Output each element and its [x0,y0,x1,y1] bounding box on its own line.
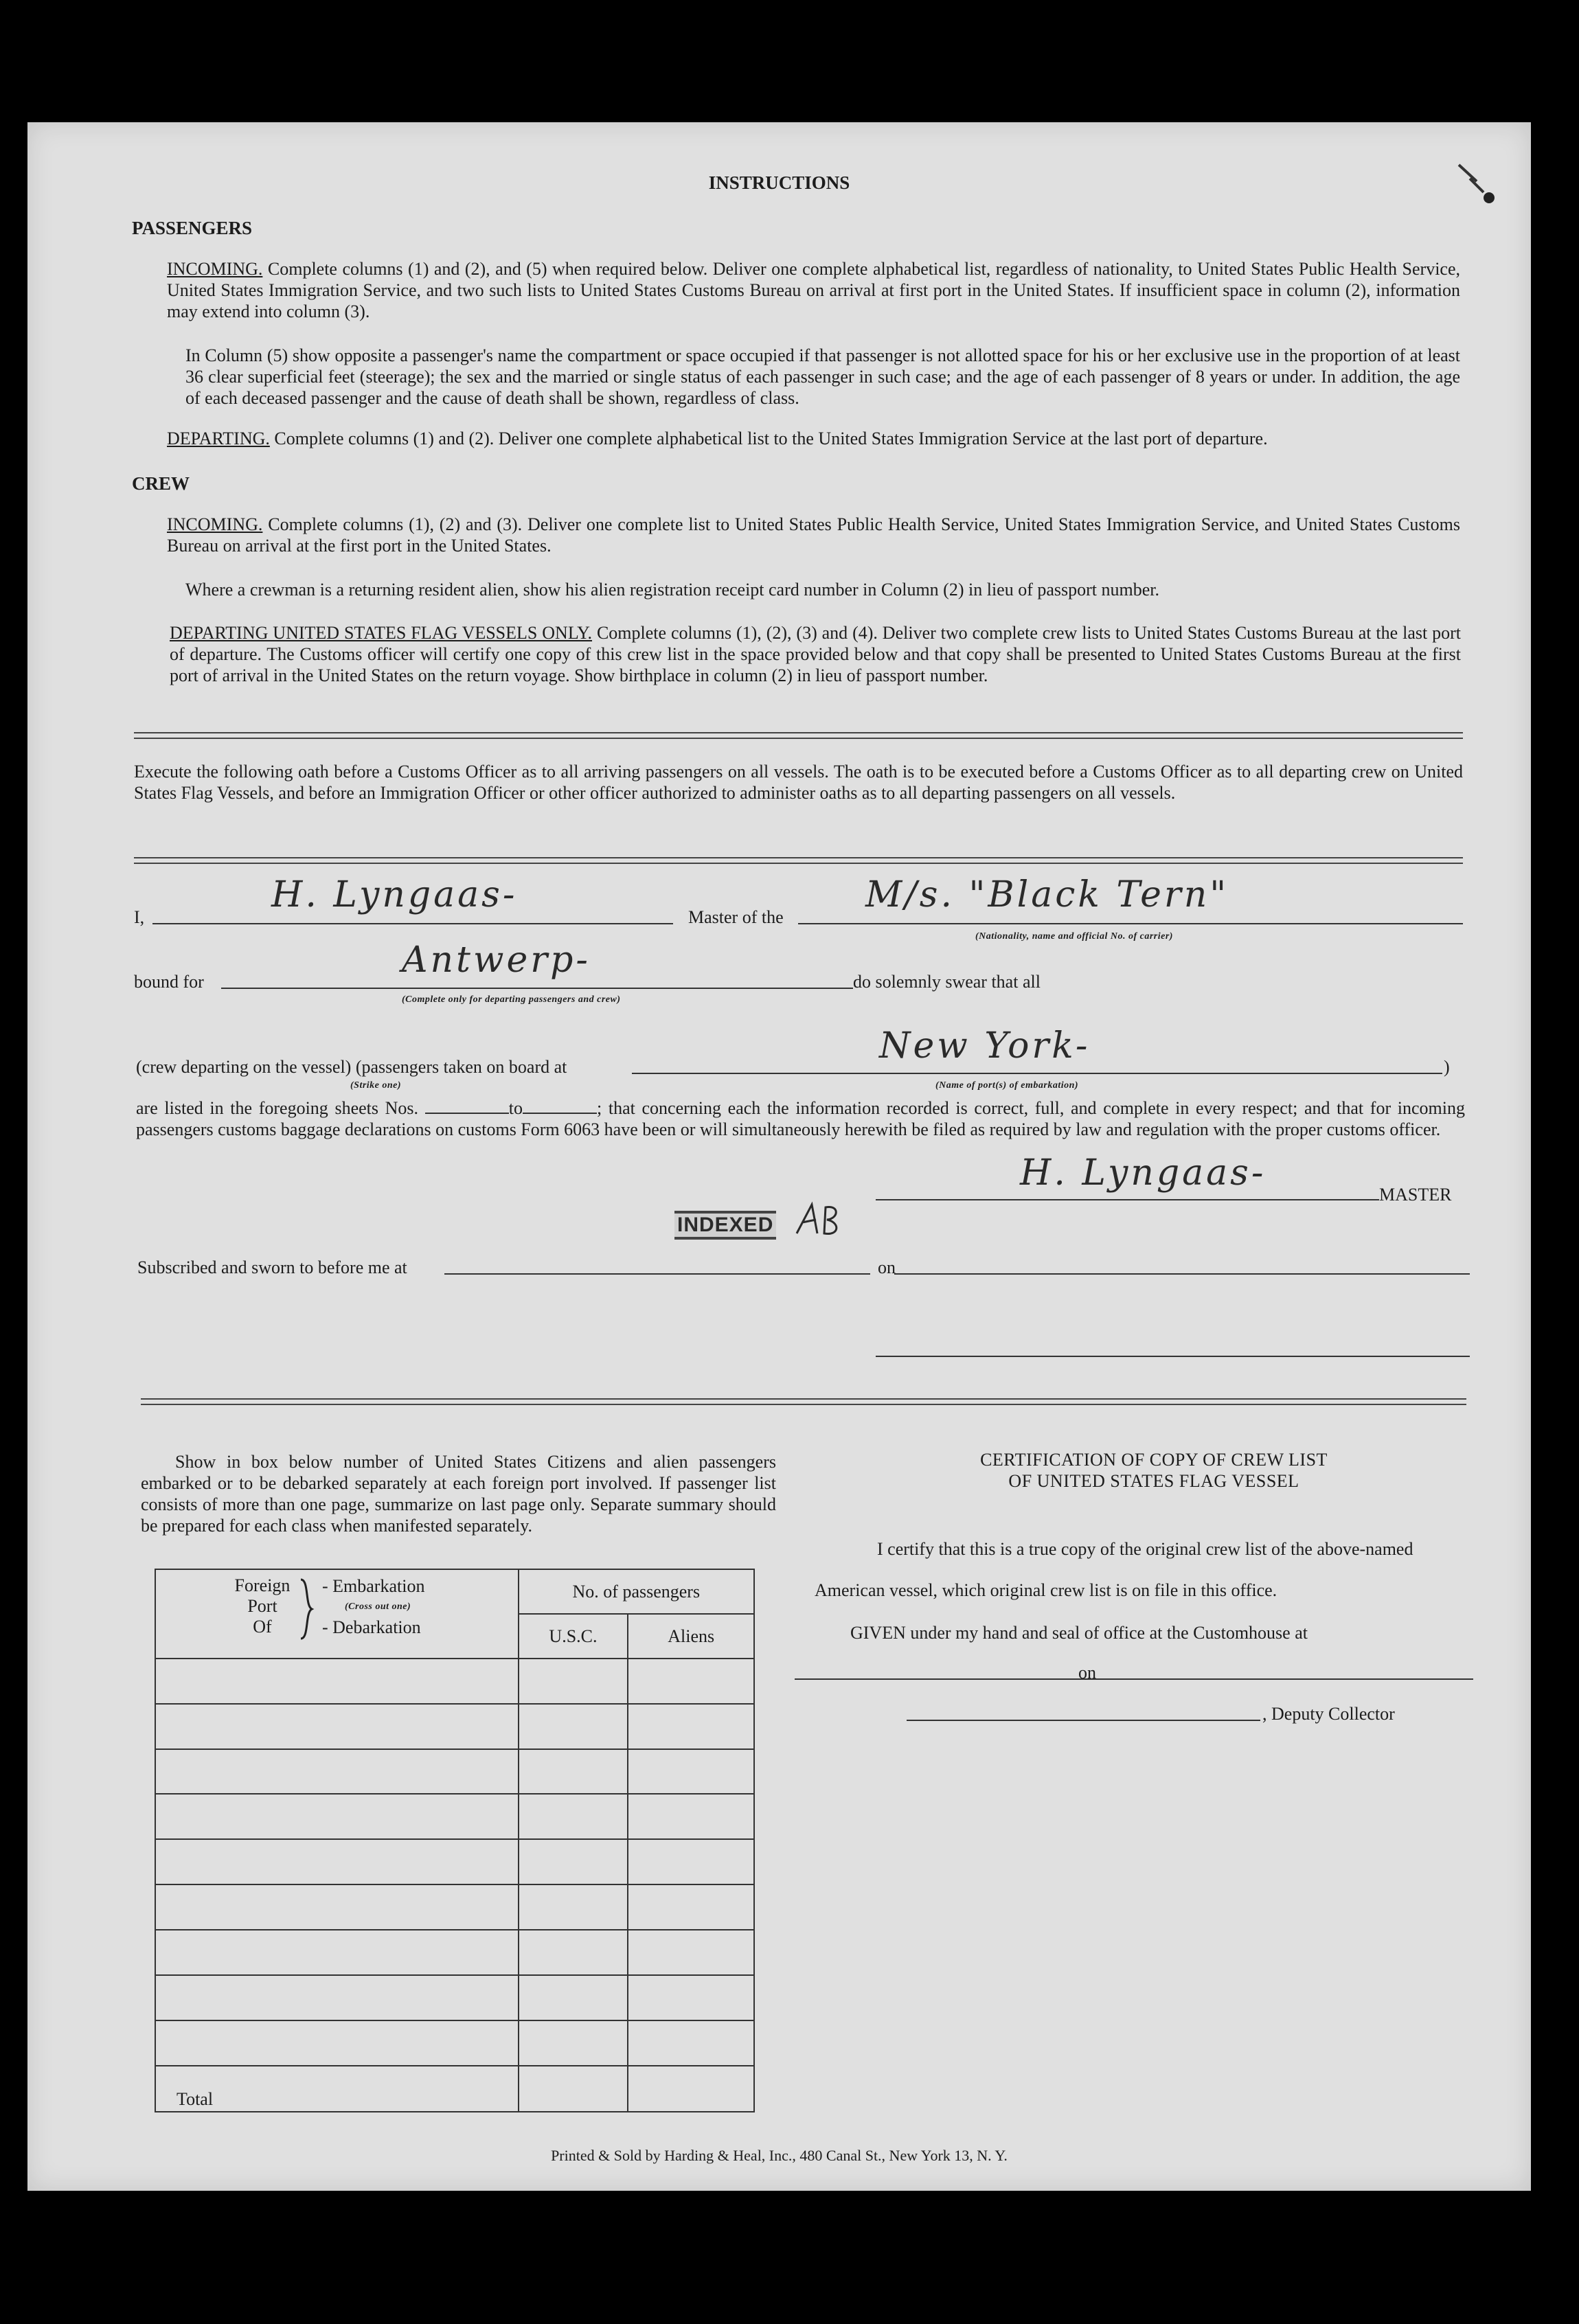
page-title: INSTRUCTIONS [708,172,850,193]
vessel-handwriting: M/s. "Black Tern" [865,874,1229,915]
aliens-cell[interactable] [628,1884,754,1930]
of-label: Of [253,1617,272,1637]
certification-line-1: I certify that this is a true copy of the original crew list of the above-named [877,1539,1413,1559]
port-cell[interactable] [155,1839,519,1884]
aliens-total-cell[interactable] [628,2066,754,2112]
master-of-label: Master of the [688,907,784,927]
listed-text-2: ; that concerning each the information recorded is correct, full, and complete in every respect; and that for incoming passengers customs baggage declarations on customs Form 6063 have been or will simultaneously herewith be filed as required by law and regulation with the proper customs officer. [136,1098,1465,1139]
subscribed-label: Subscribed and sworn to before me at [137,1257,407,1277]
aliens-cell[interactable] [628,1794,754,1839]
passengers-departing-label: DEPARTING. [167,429,270,448]
subscribed-date-line[interactable] [894,1273,1470,1275]
crew-incoming-text: Complete columns (1), (2) and (3). Deliver one complete list to United States Public Health Service, United States Immigration Service, and United States Customs Bureau on arrival at the first port in the United States. [167,514,1461,556]
crew-incoming-paragraph [167,514,1460,556]
subscribed-on-label: on [878,1257,896,1277]
certification-on-label: on [1078,1663,1096,1683]
port-cell[interactable] [155,1659,519,1704]
passengers-departing-paragraph [167,428,1465,449]
passengers-incoming-paragraph [167,258,1460,322]
certification-title-2: OF UNITED STATES FLAG VESSEL [1008,1471,1299,1491]
summary-instructions: Show in box below number of United States Citizens and alien passengers embarked or to be debarked separately at each foreign port involved. If passenger list consists of more than one page, summarize on last page only. Separate summary should be prepared for each class when manifested separately. [141,1452,776,1536]
usc-cell[interactable] [519,1839,628,1884]
passengers-heading: PASSENGERS [132,218,253,238]
passengers-departing-text: Complete columns (1) and (2). Deliver one complete alphabetical list to the United States Immigration Service at the last port of departure. [274,429,1268,448]
master-signature: H. Lyngaas- [1020,1152,1266,1194]
aliens-cell[interactable] [628,1930,754,1975]
usc-cell[interactable] [519,1794,628,1839]
stamp-initials-mark [791,1199,846,1240]
port-label: Port [247,1596,277,1616]
crew-departing-text: Complete columns (1), (2), (3) and (4). Deliver two complete crew lists to United States Customs Bureau at the last port of departure. The Customs officer will certify one copy of this crew list in the space provided below and that copy shall be presented to United States Customs Bureau at the first port of arrival in the United States on the return voyage. Show birthplace in column (2) in lieu of passport number. [170,623,1461,685]
usc-cell[interactable] [519,1659,628,1704]
foreign-label: Foreign [234,1575,291,1595]
close-paren: ) [1444,1057,1450,1077]
bound-for-line[interactable] [221,988,853,989]
aliens-cell[interactable] [628,1659,754,1704]
certification-line-2: American vessel, which original crew list is on file in this office. [815,1580,1277,1600]
master-label: MASTER [1379,1185,1452,1205]
certification-date-line[interactable] [1095,1678,1473,1680]
port-cell[interactable] [155,1794,519,1839]
printer-footer: Printed & Sold by Harding & Heal, Inc., 480 Canal St., New York 13, N. Y. [551,2147,1008,2164]
passengers-incoming-label: INCOMING. [167,259,263,279]
document-page [27,122,1531,2191]
certification-line-3: GIVEN under my hand and seal of office at the Customhouse at [850,1623,1308,1643]
crew-departing-paragraph [170,622,1461,686]
divider [134,857,1463,864]
crew-heading: CREW [132,473,190,494]
passengers-column5-paragraph: In Column (5) show opposite a passenger's name the compartment or space occupied if that passenger is not allotted space for his or her exclusive use in the proportion of at least 36 clear superficial feet (steerage); the sex and the married or single status of each passenger in such case; and the age of each passenger of 8 years or under. In addition, the age of each deceased passenger and the cause of death shall be shown, regardless of class. [185,345,1460,408]
usc-header: U.S.C. [519,1614,628,1659]
usc-cell[interactable] [519,1704,628,1749]
divider [134,732,1463,739]
sheet-from-blank[interactable] [425,1099,509,1114]
total-label: Total [155,2066,519,2112]
aliens-cell[interactable] [628,1749,754,1795]
brace-icon [297,1578,317,1640]
oath-intro: Execute the following oath before a Customs Officer as to all arriving passengers on all vessels. The oath is to be executed before a Customs Officer as to all departing crew on United States Flag Vessels, and before an Immigration Officer or other officer authorized to administer oaths as to all departing passengers on all vessels. [134,762,1463,803]
usc-cell[interactable] [519,1884,628,1930]
sheet-to-blank[interactable] [523,1099,597,1114]
bound-caption: (Complete only for departing passengers and crew) [402,994,621,1005]
listed-to-label: to [508,1098,523,1118]
aliens-header: Aliens [628,1614,754,1659]
port-handwriting: New York- [879,1025,1091,1067]
crew-incoming-label: INCOMING. [167,514,263,534]
port-cell[interactable] [155,1704,519,1749]
subscribed-place-line[interactable] [444,1273,870,1275]
crew-departing-label: DEPARTING UNITED STATES FLAG VESSELS ONLY. [170,623,593,643]
aliens-cell[interactable] [628,1839,754,1884]
strike-caption: (Strike one) [350,1080,402,1091]
oath-i-label: I, [134,907,145,927]
aliens-cell[interactable] [628,2020,754,2066]
listed-text-1: are listed in the foregoing sheets Nos. [136,1098,419,1118]
listed-paragraph [136,1097,1465,1140]
usc-cell[interactable] [519,1975,628,2020]
aliens-cell[interactable] [628,1704,754,1749]
deputy-collector-label: , Deputy Collector [1262,1704,1395,1724]
port-cell[interactable] [155,1975,519,2020]
indexed-stamp: INDEXED [674,1211,776,1240]
port-cell[interactable] [155,2020,519,2066]
vessel-caption: (Nationality, name and official No. of carrier) [975,931,1173,942]
aliens-cell[interactable] [628,1975,754,2020]
certification-title-1: CERTIFICATION OF COPY OF CREW LIST [980,1450,1328,1470]
master-signature-line[interactable] [876,1199,1379,1200]
port-cell[interactable] [155,1749,519,1795]
master-name-line[interactable] [152,923,673,924]
foreign-port-header [155,1569,519,1659]
swear-label: do solemnly swear that all [853,972,1041,992]
usc-cell[interactable] [519,1930,628,1975]
usc-total-cell[interactable] [519,2066,628,2112]
corner-mark-icon [1456,158,1511,206]
cross-out-caption: (Cross out one) [345,1602,411,1612]
port-line[interactable] [632,1073,1442,1074]
port-caption: (Name of port(s) of embarkation) [935,1080,1079,1091]
officer-signature-line[interactable] [876,1356,1470,1357]
debarkation-label[interactable]: - Debarkation [322,1617,421,1637]
port-cell[interactable] [155,1884,519,1930]
no-of-passengers-header: No. of passengers [519,1569,754,1614]
passenger-summary-table [155,1569,755,2112]
usc-cell[interactable] [519,2020,628,2066]
bound-for-handwriting: Antwerp- [402,939,591,981]
customhouse-line[interactable] [795,1678,1111,1680]
usc-cell[interactable] [519,1749,628,1795]
crew-resident-paragraph: Where a crewman is a returning resident alien, show his alien registration receipt card number in Column (2) in lieu of passport number. [185,580,1160,600]
master-name-handwriting: H. Lyngaas- [271,874,518,915]
port-cell[interactable] [155,1930,519,1975]
bound-for-label: bound for [134,972,204,992]
deputy-signature-line[interactable] [907,1720,1260,1721]
vessel-line[interactable] [798,923,1463,924]
passengers-incoming-text: Complete columns (1) and (2), and (5) when required below. Deliver one complete alphabetical list, regardless of nationality, to United States Public Health Service, United States Immigration Service, and two such lists to United States Customs Bureau on arrival at first port in the United States. If insufficient space in column (2), information may extend into column (3). [167,259,1461,321]
divider [141,1398,1466,1405]
crew-departing-label: (crew departing on the vessel) (passengers taken on board at [136,1057,567,1077]
embarkation-label[interactable]: - Embarkation [322,1576,425,1596]
